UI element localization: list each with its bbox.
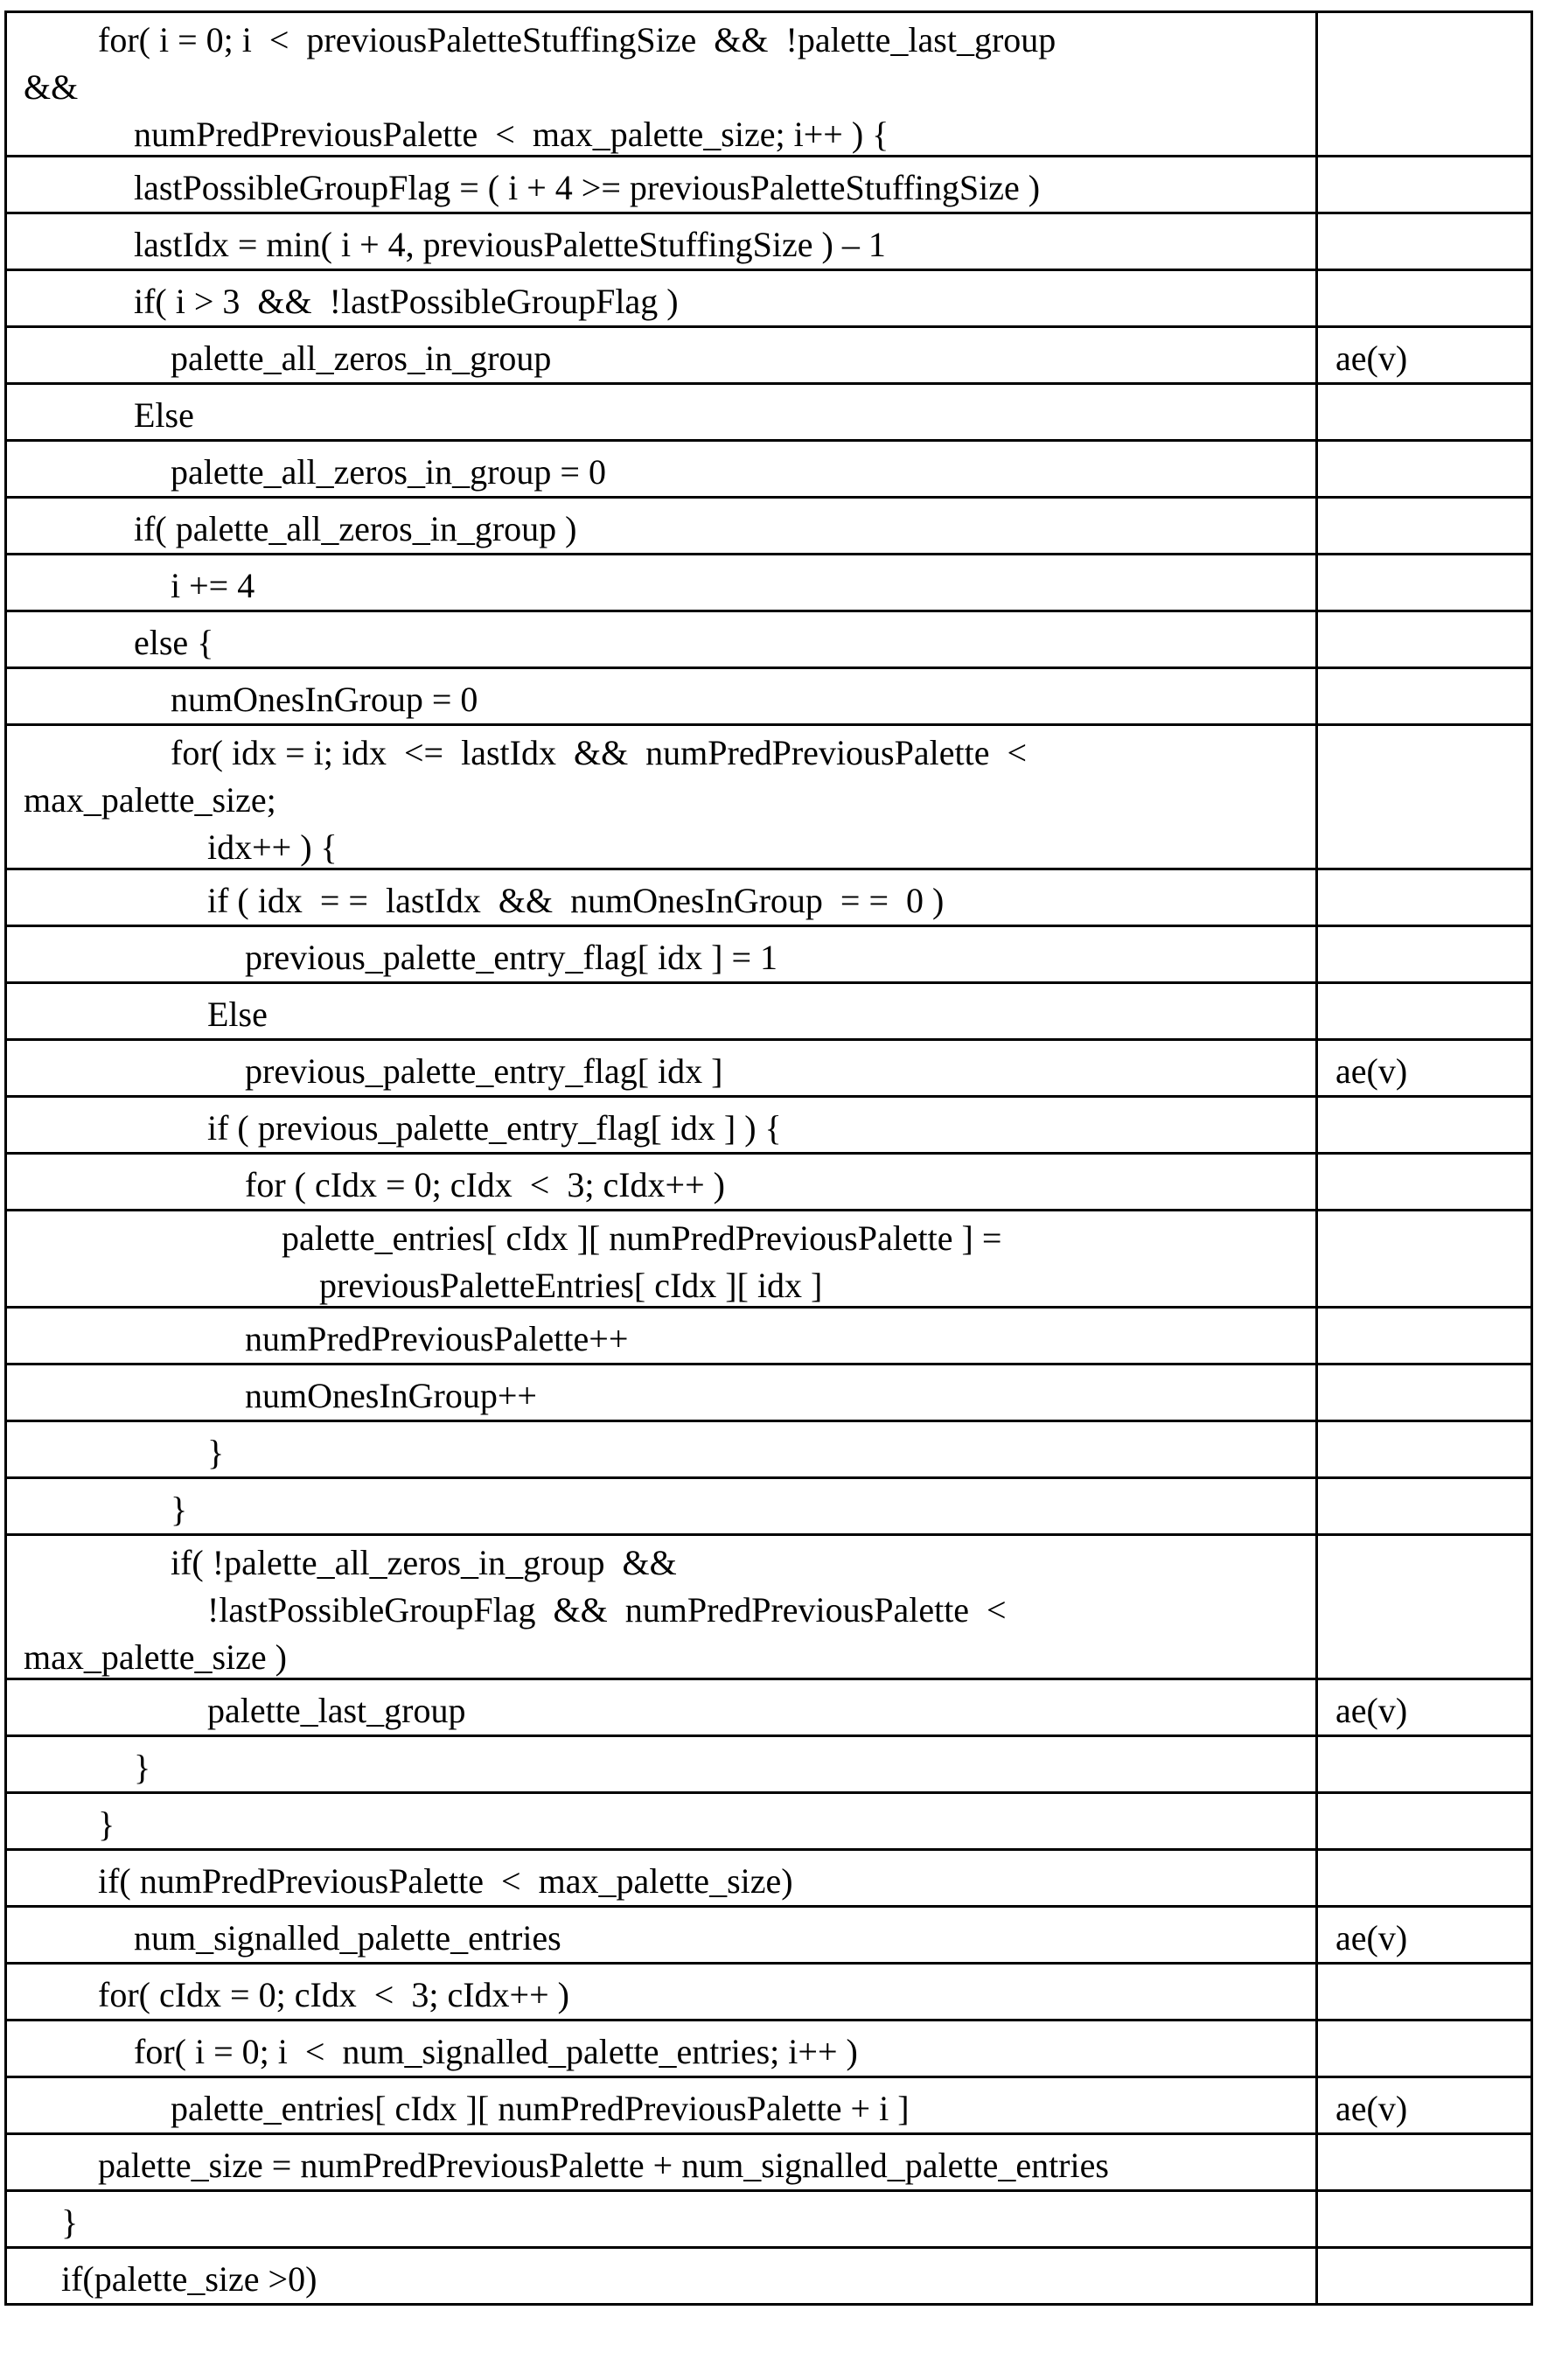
syntax-row: [6, 1154, 1532, 1211]
descriptor-label: [1335, 984, 1531, 991]
syntax-row: [6, 869, 1532, 926]
syntax-line: if( numPredPreviousPalette < max_palette_size): [98, 1861, 793, 1901]
syntax-element-cell: [6, 498, 1317, 555]
descriptor-cell: [1317, 555, 1532, 611]
descriptor-cell: [1317, 1154, 1532, 1211]
syntax-row: [6, 2134, 1532, 2191]
descriptor-cell: [1317, 2134, 1532, 2191]
descriptor-label: [1335, 271, 1531, 278]
descriptor-label: [1335, 442, 1531, 449]
descriptor-label: [1335, 1309, 1531, 1316]
syntax-line: Else: [207, 995, 268, 1034]
syntax-line: for( i = 0; i < num_signalled_palette_entries; i++ ): [134, 2032, 858, 2071]
syntax-element-cell: [6, 270, 1317, 327]
syntax-row: [6, 1535, 1532, 1679]
syntax-element-cell: [6, 1679, 1317, 1736]
syntax-element-cell: [6, 1364, 1317, 1421]
syntax-line: lastPossibleGroupFlag = ( i + 4 >= previousPaletteStuffingSize ): [134, 168, 1041, 207]
syntax-row: [6, 725, 1532, 869]
descriptor-cell: [1317, 869, 1532, 926]
descriptor-label: [1335, 1479, 1531, 1486]
syntax-line: if ( idx = = lastIdx && numOnesInGroup = = 0 ): [207, 881, 945, 920]
syntax-row: [6, 668, 1532, 725]
syntax-element-cell: [6, 1907, 1317, 1964]
syntax-line: }: [134, 1748, 151, 1787]
syntax-line: if( palette_all_zeros_in_group ): [134, 509, 577, 548]
descriptor-cell: [1317, 270, 1532, 327]
syntax-row: [6, 1364, 1532, 1421]
descriptor-cell: [1317, 2077, 1532, 2134]
syntax-row: [6, 2021, 1532, 2077]
descriptor-cell: [1317, 498, 1532, 555]
descriptor-label: ae(v): [1335, 2089, 1408, 2128]
syntax-line: numOnesInGroup++: [245, 1376, 537, 1415]
syntax-row: [6, 157, 1532, 213]
syntax-element-cell: [6, 1964, 1317, 2021]
descriptor-label: [1335, 2192, 1531, 2199]
syntax-row: [6, 327, 1532, 384]
descriptor-cell: [1317, 441, 1532, 498]
syntax-row: [6, 611, 1532, 668]
syntax-row: [6, 1964, 1532, 2021]
syntax-element-cell: [6, 1793, 1317, 1850]
descriptor-cell: [1317, 2248, 1532, 2305]
syntax-line: }: [61, 2202, 79, 2242]
descriptor-cell: [1317, 1679, 1532, 1736]
syntax-row: [6, 1736, 1532, 1793]
descriptor-label: [1335, 13, 1531, 20]
descriptor-label: [1335, 1211, 1531, 1218]
descriptor-cell: [1317, 384, 1532, 441]
syntax-line: if( !palette_all_zeros_in_group &&: [171, 1543, 677, 1582]
syntax-row: [6, 213, 1532, 270]
syntax-line: palette_entries[ cIdx ][ numPredPreviousPalette + i ]: [171, 2089, 910, 2128]
syntax-row: [6, 1793, 1532, 1850]
syntax-row: [6, 12, 1532, 157]
descriptor-label: [1335, 612, 1531, 619]
descriptor-label: [1335, 2135, 1531, 2142]
syntax-element-cell: [6, 2134, 1317, 2191]
syntax-element-cell: [6, 1478, 1317, 1535]
descriptor-cell: [1317, 1040, 1532, 1097]
syntax-line: lastIdx = min( i + 4, previousPaletteStuffingSize ) – 1: [134, 225, 886, 264]
syntax-line: palette_all_zeros_in_group: [171, 339, 552, 378]
syntax-row: [6, 498, 1532, 555]
descriptor-label: [1335, 669, 1531, 676]
syntax-line: idx++ ) {: [207, 827, 338, 867]
syntax-element-cell: [6, 555, 1317, 611]
syntax-line: else {: [134, 623, 214, 662]
descriptor-label: [1335, 555, 1531, 562]
descriptor-label: [1335, 870, 1531, 877]
descriptor-cell: [1317, 327, 1532, 384]
descriptor-label: [1335, 385, 1531, 392]
descriptor-label: [1335, 726, 1531, 733]
syntax-line: if( i > 3 && !lastPossibleGroupFlag ): [134, 282, 679, 321]
syntax-line: num_signalled_palette_entries: [134, 1918, 561, 1958]
syntax-line: previous_palette_entry_flag[ idx ] = 1: [245, 938, 778, 977]
descriptor-label: [1335, 1098, 1531, 1105]
descriptor-label: [1335, 1365, 1531, 1372]
descriptor-label: [1335, 1422, 1531, 1429]
descriptor-label: ae(v): [1335, 339, 1408, 378]
descriptor-label: [1335, 499, 1531, 506]
syntax-line: previous_palette_entry_flag[ idx ]: [245, 1051, 723, 1091]
syntax-element-cell: [6, 2021, 1317, 2077]
descriptor-label: ae(v): [1335, 1051, 1408, 1091]
descriptor-cell: [1317, 213, 1532, 270]
syntax-element-cell: [6, 2077, 1317, 2134]
descriptor-label: [1335, 1851, 1531, 1858]
descriptor-label: [1335, 1965, 1531, 1972]
syntax-row: [6, 1040, 1532, 1097]
descriptor-label: [1335, 1155, 1531, 1162]
descriptor-cell: [1317, 1850, 1532, 1907]
syntax-table-body: [6, 12, 1532, 2305]
descriptor-cell: [1317, 12, 1532, 157]
syntax-element-cell: [6, 1154, 1317, 1211]
descriptor-label: [1335, 214, 1531, 221]
syntax-line: &&: [24, 67, 79, 107]
descriptor-cell: [1317, 1793, 1532, 1850]
syntax-row: [6, 1850, 1532, 1907]
descriptor-label: [1335, 1737, 1531, 1744]
syntax-element-cell: [6, 1535, 1317, 1679]
syntax-row: [6, 1211, 1532, 1308]
syntax-element-cell: [6, 611, 1317, 668]
syntax-line: Else: [134, 395, 194, 435]
descriptor-cell: [1317, 2021, 1532, 2077]
descriptor-cell: [1317, 668, 1532, 725]
syntax-line: for( cIdx = 0; cIdx < 3; cIdx++ ): [98, 1975, 569, 2014]
syntax-line: for( i = 0; i < previousPaletteStuffingSize && !palette_last_group: [98, 20, 1056, 59]
syntax-line: }: [98, 1804, 115, 1844]
descriptor-label: [1335, 157, 1531, 164]
syntax-line: max_palette_size;: [24, 780, 276, 820]
syntax-element-cell: [6, 2248, 1317, 2305]
syntax-element-cell: [6, 983, 1317, 1040]
descriptor-cell: [1317, 983, 1532, 1040]
descriptor-cell: [1317, 1964, 1532, 2021]
syntax-line: !lastPossibleGroupFlag && numPredPreviousPalette <: [207, 1590, 1007, 1630]
syntax-line: for( idx = i; idx <= lastIdx && numPredPreviousPalette <: [171, 733, 1028, 772]
descriptor-label: [1335, 927, 1531, 934]
syntax-row: [6, 555, 1532, 611]
syntax-line: }: [207, 1433, 225, 1472]
syntax-element-cell: [6, 1308, 1317, 1364]
syntax-line: numPredPreviousPalette < max_palette_size; i++ ) {: [134, 115, 889, 154]
syntax-line: if(palette_size >0): [61, 2259, 317, 2299]
syntax-element-cell: [6, 1040, 1317, 1097]
syntax-element-cell: [6, 213, 1317, 270]
syntax-row: [6, 1421, 1532, 1478]
syntax-element-cell: [6, 327, 1317, 384]
descriptor-cell: [1317, 1535, 1532, 1679]
syntax-element-cell: [6, 1421, 1317, 1478]
descriptor-label: ae(v): [1335, 1918, 1408, 1958]
syntax-row: [6, 926, 1532, 983]
syntax-row: [6, 384, 1532, 441]
syntax-row: [6, 1308, 1532, 1364]
syntax-line: palette_entries[ cIdx ][ numPredPreviousPalette ] =: [282, 1218, 1002, 1258]
syntax-element-cell: [6, 12, 1317, 157]
syntax-line: }: [171, 1490, 188, 1529]
descriptor-cell: [1317, 1308, 1532, 1364]
syntax-element-cell: [6, 441, 1317, 498]
syntax-element-cell: [6, 1097, 1317, 1154]
syntax-row: [6, 2248, 1532, 2305]
syntax-row: [6, 2077, 1532, 2134]
descriptor-cell: [1317, 1478, 1532, 1535]
descriptor-cell: [1317, 1364, 1532, 1421]
syntax-element-cell: [6, 384, 1317, 441]
syntax-element-cell: [6, 668, 1317, 725]
syntax-table: [4, 10, 1533, 2306]
descriptor-label: [1335, 1794, 1531, 1801]
syntax-line: palette_last_group: [207, 1691, 466, 1730]
syntax-row: [6, 983, 1532, 1040]
descriptor-cell: [1317, 1097, 1532, 1154]
syntax-line: numOnesInGroup = 0: [171, 680, 478, 719]
syntax-line: numPredPreviousPalette++: [245, 1319, 629, 1358]
syntax-row: [6, 1097, 1532, 1154]
descriptor-cell: [1317, 1736, 1532, 1793]
syntax-element-cell: [6, 2191, 1317, 2248]
descriptor-cell: [1317, 611, 1532, 668]
syntax-line: i += 4: [171, 566, 255, 605]
descriptor-label: [1335, 2249, 1531, 2256]
syntax-line: max_palette_size ): [24, 1637, 287, 1677]
syntax-row: [6, 1907, 1532, 1964]
syntax-row: [6, 1679, 1532, 1736]
syntax-row: [6, 441, 1532, 498]
syntax-line: palette_all_zeros_in_group = 0: [171, 452, 606, 492]
descriptor-cell: [1317, 157, 1532, 213]
syntax-row: [6, 1478, 1532, 1535]
syntax-line: for ( cIdx = 0; cIdx < 3; cIdx++ ): [245, 1165, 725, 1204]
descriptor-cell: [1317, 2191, 1532, 2248]
descriptor-label: [1335, 1536, 1531, 1543]
syntax-element-cell: [6, 869, 1317, 926]
syntax-row: [6, 2191, 1532, 2248]
syntax-line: previousPaletteEntries[ cIdx ][ idx ]: [319, 1266, 823, 1305]
descriptor-label: ae(v): [1335, 1691, 1408, 1730]
syntax-element-cell: [6, 157, 1317, 213]
syntax-element-cell: [6, 1850, 1317, 1907]
syntax-row: [6, 270, 1532, 327]
syntax-element-cell: [6, 1736, 1317, 1793]
descriptor-cell: [1317, 725, 1532, 869]
syntax-line: if ( previous_palette_entry_flag[ idx ] ) {: [207, 1108, 782, 1148]
descriptor-cell: [1317, 926, 1532, 983]
descriptor-cell: [1317, 1421, 1532, 1478]
syntax-line: palette_size = numPredPreviousPalette + num_signalled_palette_entries: [98, 2146, 1109, 2185]
descriptor-label: [1335, 2021, 1531, 2028]
syntax-element-cell: [6, 926, 1317, 983]
descriptor-cell: [1317, 1211, 1532, 1308]
syntax-element-cell: [6, 1211, 1317, 1308]
syntax-element-cell: [6, 725, 1317, 869]
descriptor-cell: [1317, 1907, 1532, 1964]
